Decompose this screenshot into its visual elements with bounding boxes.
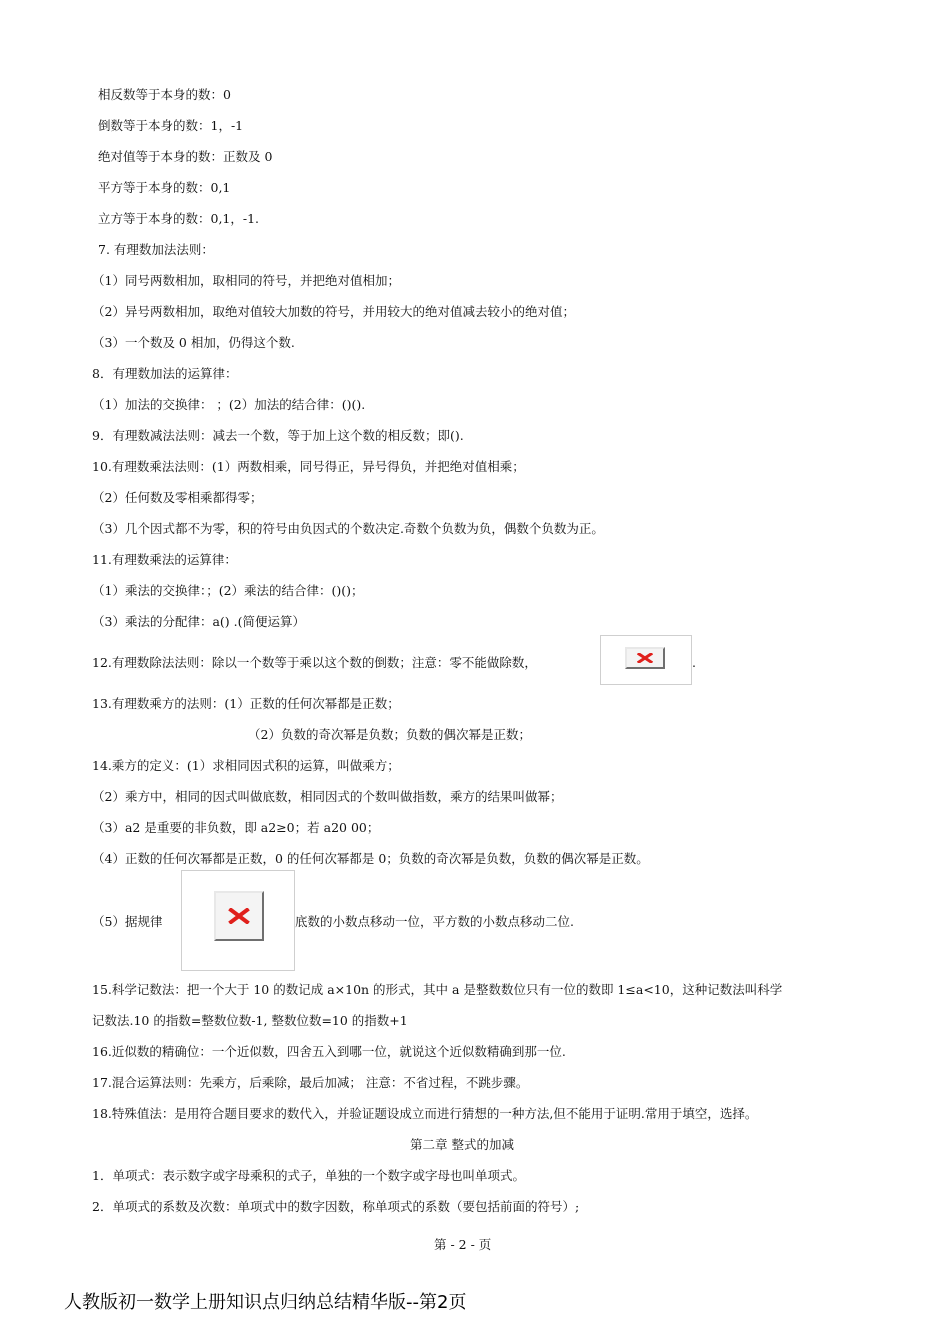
text-line: . xyxy=(692,655,696,670)
section-heading: 12.有理数除法法则：除以一个数等于乘以这个数的倒数；注意：零不能做除数， xyxy=(92,655,537,670)
text-line: （1）加法的交换律： ；(2）加法的结合律：()(). xyxy=(92,397,366,412)
text-line: 立方等于本身的数：0,1，-1. xyxy=(98,211,260,226)
text-line: （3）几个因式都不为零，积的符号由负因式的个数决定.奇数个负数为负，偶数个负数为正。 xyxy=(92,521,604,536)
broken-image-icon xyxy=(214,891,264,941)
section-heading: 15.科学记数法：把一个大于 10 的数记成 a×10n 的形式，其中 a 是整数数位只有一位的数即 1≤a<10，这种记数法叫科学 xyxy=(92,982,783,997)
broken-image-placeholder xyxy=(181,870,295,971)
text-line: （3）一个数及 0 相加，仍得这个数. xyxy=(92,335,295,350)
chapter-title: 第二章 整式的加减 xyxy=(410,1137,514,1152)
text-line: （2）乘方中，相同的因式叫做底数，相同因式的个数叫做指数，乘方的结果叫做幂； xyxy=(92,789,563,804)
text-line: （2）负数的奇次幂是负数；负数的偶次幂是正数； xyxy=(248,727,531,742)
section-heading: 7. 有理数加法法则： xyxy=(98,242,214,257)
document-footer-title: 人教版初一数学上册知识点归纳总结精华版--第2页 xyxy=(64,1292,467,1313)
text-line: 1．单项式：表示数字或字母乘积的式子，单独的一个数字或字母也叫单项式。 xyxy=(92,1168,525,1183)
text-line: 绝对值等于本身的数：正数及 0 xyxy=(98,149,273,164)
text-line: （3）乘法的分配律：a() .(简便运算） xyxy=(92,614,305,629)
error-x-icon xyxy=(637,653,653,663)
text-line: 记数法.10 的指数=整数位数-1, 整数位数=10 的指数+1 xyxy=(92,1013,408,1028)
text-line: （2）任何数及零相乘都得零； xyxy=(92,490,263,505)
section-heading: 18.特殊值法：是用符合题目要求的数代入，并验证题设成立而进行猜想的一种方法,但不能用于证明.常用于填空，选择。 xyxy=(92,1106,758,1121)
section-heading: 10.有理数乘法法则：(1）两数相乘，同号得正，异号得负，并把绝对值相乘； xyxy=(92,459,525,474)
section-heading: 17.混合运算法则：先乘方，后乘除，最后加减； 注意：不省过程，不跳步骤。 xyxy=(92,1075,529,1090)
text-line: （3）a2 是重要的非负数，即 a2≥0；若 a20 00； xyxy=(92,820,380,835)
text-line: 倒数等于本身的数：1，-1 xyxy=(98,118,244,133)
text-line: （5）据规律 xyxy=(92,914,163,929)
section-heading: 11.有理数乘法的运算律： xyxy=(92,552,237,567)
text-line: （2）异号两数相加，取绝对值较大加数的符号，并用较大的绝对值减去较小的绝对值； xyxy=(92,304,575,319)
broken-image-icon xyxy=(625,647,665,669)
section-heading: 9．有理数减法法则：减去一个数，等于加上这个数的相反数；即(). xyxy=(92,428,464,443)
text-line: （1）乘法的交换律：；(2）乘法的结合律：()()； xyxy=(92,583,364,598)
text-line: （4）正数的任何次幂都是正数，0 的任何次幂都是 0；负数的奇次幂是负数，负数的偶次幂是正数。 xyxy=(92,851,649,866)
error-x-icon xyxy=(228,908,250,924)
text-line: 底数的小数点移动一位，平方数的小数点移动二位. xyxy=(295,914,574,929)
text-line: 相反数等于本身的数：0 xyxy=(98,87,231,102)
text-line: （1）同号两数相加，取相同的符号，并把绝对值相加； xyxy=(92,273,400,288)
broken-image-placeholder xyxy=(600,635,692,685)
text-line: 2．单项式的系数及次数：单项式中的数字因数，称单项式的系数（要包括前面的符号）; xyxy=(92,1199,580,1214)
text-line: 平方等于本身的数：0,1 xyxy=(98,180,231,195)
section-heading: 14.乘方的定义：(1）求相同因式积的运算，叫做乘方； xyxy=(92,758,400,773)
section-heading: 16.近似数的精确位：一个近似数，四舍五入到哪一位，就说这个近似数精确到那一位. xyxy=(92,1044,566,1059)
section-heading: 8．有理数加法的运算律： xyxy=(92,366,238,381)
page-number: 第 - 2 - 页 xyxy=(434,1237,492,1252)
section-heading: 13.有理数乘方的法则：(1）正数的任何次幂都是正数； xyxy=(92,696,400,711)
